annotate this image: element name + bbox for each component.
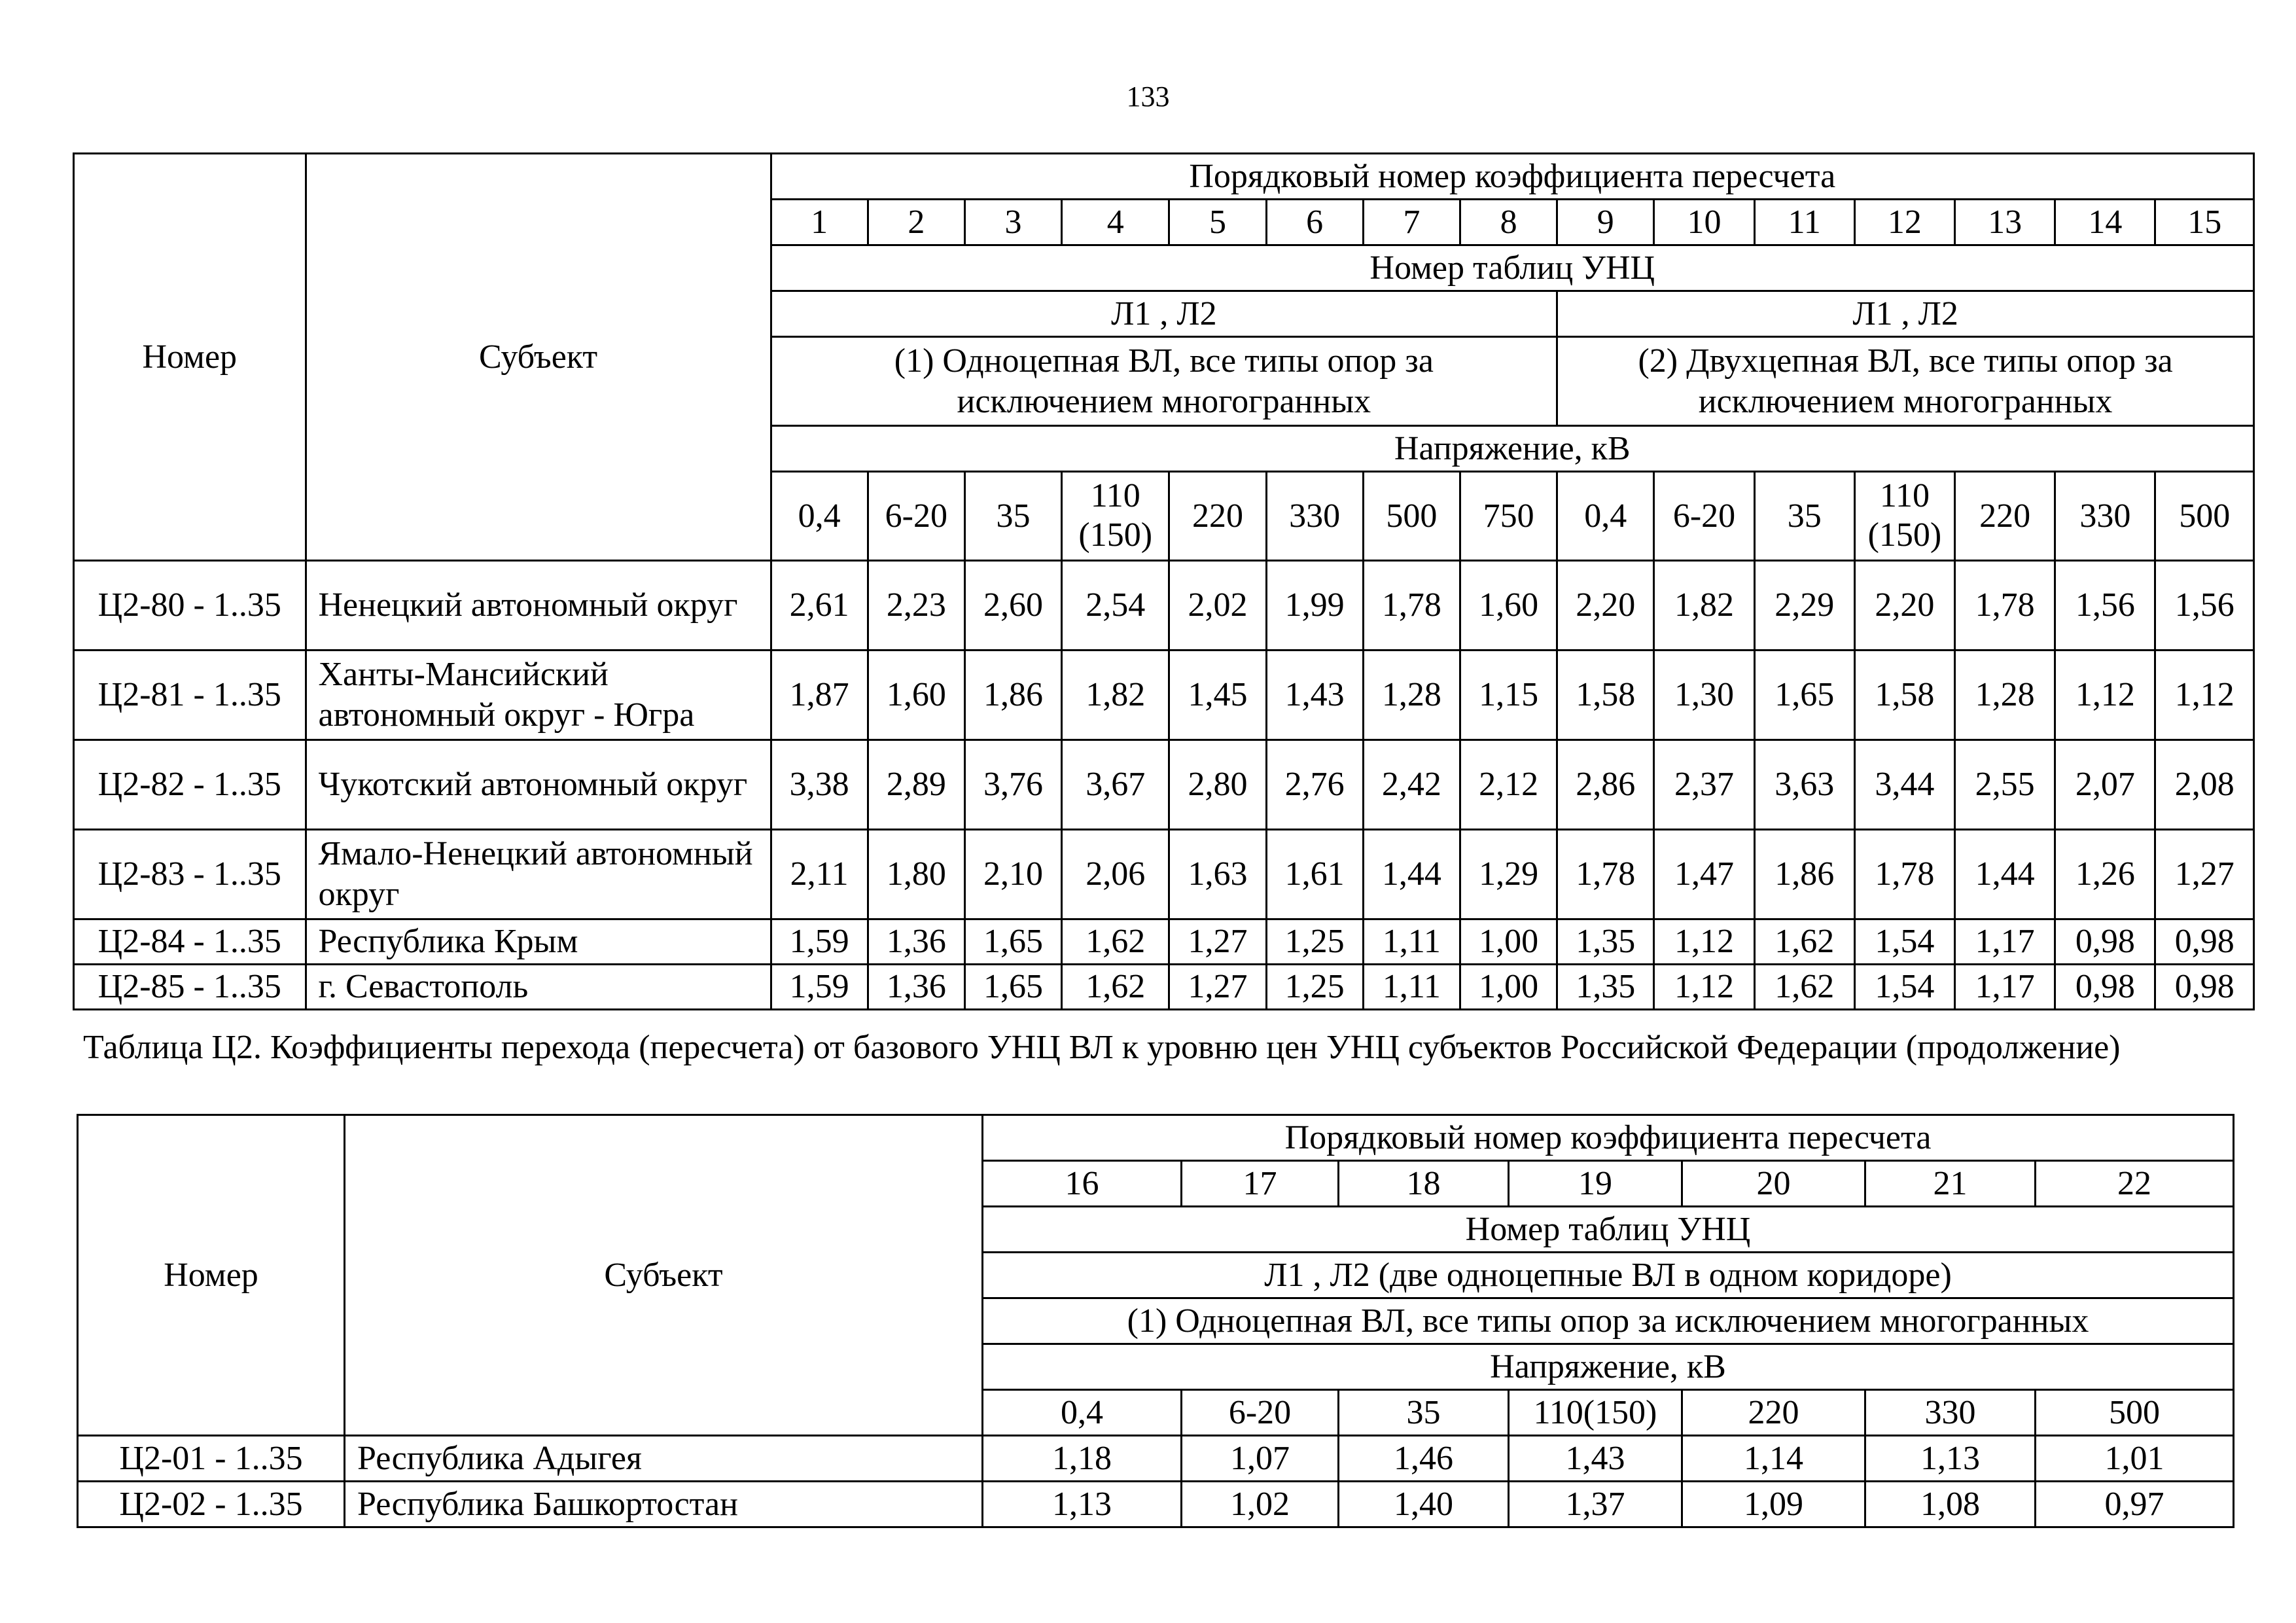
voltage-line-1: 0,4 [798,497,841,535]
coefficient-value-cell: 2,11 [771,830,868,919]
coefficients-table-2 [77,1114,2234,1528]
voltage-cell [1169,472,1266,561]
right-group-tables: Л1 , Л2 [1557,291,2254,337]
voltage-label [798,497,841,536]
coefficient-number-cell: 11 [1754,200,1854,245]
coefficient-value-cell: 1,65 [964,965,1061,1010]
coefficient-value-cell: 1,27 [1169,919,1266,965]
coefficient-number-cell: 9 [1557,200,1654,245]
coefficient-number-cell: 21 [1865,1161,2036,1207]
coefficient-value-cell: 1,87 [771,651,868,740]
coefficient-value-cell: 2,20 [1557,561,1654,651]
coefficient-value-cell: 3,38 [771,740,868,830]
voltage-label [885,497,947,536]
voltage-label [1289,497,1340,536]
coefficient-value-cell: 1,56 [2055,561,2155,651]
coefficient-value-cell: 1,82 [1654,561,1754,651]
coefficient-value-cell: 1,29 [1460,830,1557,919]
coefficient-value-cell: 1,13 [983,1482,1182,1527]
coefficient-value-cell: 1,27 [2155,830,2254,919]
coefficient-value-cell: 2,02 [1169,561,1266,651]
coefficient-value-cell: 1,02 [1182,1482,1339,1527]
voltage-line-1: 110 [1090,477,1140,514]
coefficient-value-cell: 2,29 [1754,561,1854,651]
coefficient-value-cell: 1,63 [1169,830,1266,919]
coefficient-value-cell: 1,35 [1557,919,1654,965]
coefficient-value-cell: 1,18 [983,1436,1182,1482]
voltage-line-1: 35 [996,497,1031,535]
voltage-cell [1854,472,1954,561]
voltage-label [1868,476,1942,555]
voltage-cell [1460,472,1557,561]
row-number-cell: Ц2-83 - 1..35 [74,830,306,919]
coefficient-number-cell: 4 [1062,200,1169,245]
voltage-line-1: 500 [2179,497,2231,535]
coefficient-value-cell: 1,15 [1460,651,1557,740]
coefficient-value-cell: 1,86 [1754,830,1854,919]
coefficient-value-cell: 1,65 [1754,651,1854,740]
coefficient-value-cell: 2,08 [2155,740,2254,830]
coefficient-number-cell: 13 [1955,200,2055,245]
voltage-cell: 500 [2036,1390,2234,1436]
table-caption: Таблица Ц2. Коэффициенты перехода (пересчета) от базового УНЦ ВЛ к уровню цен УНЦ субъектов Российской Федерации (продолжение) [83,1029,2121,1066]
coefficient-value-cell: 1,09 [1682,1482,1865,1527]
voltage-line-1: 220 [1979,497,2031,535]
voltage-label [1483,497,1534,536]
coefficient-number-cell: 8 [1460,200,1557,245]
coefficient-value-cell: 1,78 [1363,561,1460,651]
coefficient-value-cell: 1,28 [1363,651,1460,740]
coefficient-number-title: Порядковый номер коэффициента пересчета [771,154,2253,200]
coefficient-number-cell: 14 [2055,200,2155,245]
coefficient-value-cell: 1,62 [1062,919,1169,965]
row-number-cell: Ц2-01 - 1..35 [78,1436,345,1482]
row-subject-cell: Ямало-Ненецкий автономный округ [306,830,771,919]
coefficient-value-cell: 1,00 [1460,919,1557,965]
row-number-cell: Ц2-82 - 1..35 [74,740,306,830]
table-row [74,965,2254,1010]
coefficient-value-cell: 1,65 [964,919,1061,965]
coefficient-value-cell: 1,07 [1182,1436,1339,1482]
coefficient-value-cell: 2,20 [1854,561,1954,651]
coefficient-value-cell: 1,86 [964,651,1061,740]
coefficient-value-cell: 1,13 [1865,1436,2036,1482]
row-subject-cell: Республика Башкортостан [345,1482,983,1527]
coefficient-value-cell: 1,62 [1754,965,1854,1010]
coefficient-value-cell: 1,78 [1955,561,2055,651]
voltage-label [1386,497,1437,536]
left-group-description: (1) Одноцепная ВЛ, все типы опор за исключением многогранных [771,337,1557,426]
voltage-line-1: 330 [2079,497,2131,535]
coefficient-value-cell: 1,58 [1557,651,1654,740]
coefficient-number-cell: 20 [1682,1161,1865,1207]
voltage-cell [868,472,964,561]
subject-column-header: Субъект [306,154,771,561]
voltage-line-1: 35 [1787,497,1822,535]
coefficient-value-cell: 2,89 [868,740,964,830]
coefficient-value-cell: 1,14 [1682,1436,1865,1482]
coefficient-number-title: Порядковый номер коэффициента пересчета [983,1115,2234,1161]
coefficient-number-cell: 10 [1654,200,1754,245]
table-1-body [74,561,2254,1010]
coefficient-value-cell: 2,12 [1460,740,1557,830]
voltage-line-1: 6-20 [885,497,947,535]
voltage-line-2: (150) [1867,516,1942,554]
coefficient-value-cell: 1,60 [868,651,964,740]
coefficient-number-cell: 12 [1854,200,1954,245]
row-subject-cell: Чукотский автономный округ [306,740,771,830]
coefficient-value-cell: 1,17 [1955,919,2055,965]
coefficient-value-cell: 2,86 [1557,740,1654,830]
coefficient-value-cell: 2,55 [1955,740,2055,830]
coefficient-value-cell: 1,44 [1955,830,2055,919]
row-number-cell: Ц2-02 - 1..35 [78,1482,345,1527]
coefficient-value-cell: 1,36 [868,919,964,965]
coefficient-value-cell: 1,62 [1754,919,1854,965]
voltage-cell [2055,472,2155,561]
coefficient-value-cell: 2,61 [771,561,868,651]
voltage-label [997,497,1031,536]
row-subject-cell: Республика Крым [306,919,771,965]
voltage-line-1: 0,4 [1584,497,1627,535]
coefficient-value-cell: 3,67 [1062,740,1169,830]
voltage-cell [964,472,1061,561]
number-column-header: Номер [78,1115,345,1436]
coefficient-value-cell: 3,76 [964,740,1061,830]
table-2-header [78,1115,2234,1436]
coefficient-value-cell: 1,40 [1339,1482,1509,1527]
voltage-cell: 110(150) [1509,1390,1682,1436]
coefficient-value-cell: 3,44 [1854,740,1954,830]
voltage-cell [1266,472,1363,561]
coefficient-value-cell: 0,98 [2155,965,2254,1010]
coefficient-value-cell: 1,12 [2055,651,2155,740]
coefficient-value-cell: 1,35 [1557,965,1654,1010]
coefficient-value-cell: 1,25 [1266,919,1363,965]
voltage-cell [1654,472,1754,561]
coefficient-value-cell: 2,42 [1363,740,1460,830]
coefficient-number-cell: 2 [868,200,964,245]
table-row [74,830,2254,919]
coefficient-value-cell: 2,80 [1169,740,1266,830]
coefficient-value-cell: 1,45 [1169,651,1266,740]
row-subject-cell: г. Севастополь [306,965,771,1010]
coefficient-value-cell: 2,07 [2055,740,2155,830]
coefficient-value-cell: 1,44 [1363,830,1460,919]
coefficient-value-cell: 1,54 [1854,919,1954,965]
voltage-cell [1062,472,1169,561]
coefficient-number-cell: 16 [983,1161,1182,1207]
voltage-cell [1754,472,1854,561]
voltage-cell: 6-20 [1182,1390,1339,1436]
voltage-label [2179,497,2230,536]
voltage-line-1: 110 [1879,477,1930,514]
coefficient-value-cell: 1,80 [868,830,964,919]
coefficient-value-cell: 0,97 [2036,1482,2234,1527]
coefficient-value-cell: 1,59 [771,965,868,1010]
coefficient-value-cell: 1,27 [1169,965,1266,1010]
coefficient-value-cell: 1,12 [1654,919,1754,965]
row-subject-cell: Ненецкий автономный округ [306,561,771,651]
coefficient-value-cell: 1,59 [771,919,868,965]
coefficient-value-cell: 2,23 [868,561,964,651]
coefficient-value-cell: 1,25 [1266,965,1363,1010]
coefficient-value-cell: 1,28 [1955,651,2055,740]
tables-description: Л1 , Л2 (две одноцепные ВЛ в одном коридоре) [983,1253,2234,1298]
voltage-cell [2155,472,2254,561]
table-1-header [74,154,2254,561]
voltage-cell: 330 [1865,1390,2036,1436]
voltage-title: Напряжение, кВ [983,1344,2234,1390]
coefficient-value-cell: 0,98 [2055,965,2155,1010]
coefficient-value-cell: 1,78 [1854,830,1954,919]
coefficient-value-cell: 1,78 [1557,830,1654,919]
coefficient-number-cell: 6 [1266,200,1363,245]
coefficient-value-cell: 1,62 [1062,965,1169,1010]
voltage-line-1: 6-20 [1672,497,1736,535]
coefficient-value-cell: 1,36 [868,965,964,1010]
voltage-line-1: 750 [1483,497,1534,535]
voltage-line-2: (150) [1078,516,1153,554]
table-row [74,651,2254,740]
voltage-cell [771,472,868,561]
coefficient-value-cell: 1,46 [1339,1436,1509,1482]
left-group-tables: Л1 , Л2 [771,291,1557,337]
coefficient-value-cell: 1,12 [2155,651,2254,740]
coefficient-value-cell: 1,60 [1460,561,1557,651]
coefficient-value-cell: 1,43 [1509,1436,1682,1482]
table-row [74,919,2254,965]
subject-column-header: Субъект [345,1115,983,1436]
row-number-cell: Ц2-85 - 1..35 [74,965,306,1010]
row-subject-cell: Республика Адыгея [345,1436,983,1482]
voltage-label [2079,497,2130,536]
coefficients-table-1 [73,152,2255,1010]
coefficient-value-cell: 2,06 [1062,830,1169,919]
coefficient-value-cell: 1,58 [1854,651,1954,740]
coefficient-value-cell: 1,99 [1266,561,1363,651]
coefficient-value-cell: 1,82 [1062,651,1169,740]
unc-tables-title: Номер таблиц УНЦ [771,245,2253,291]
coefficient-number-cell: 18 [1339,1161,1509,1207]
table-2-body [78,1436,2234,1527]
page-number: 133 [1126,80,1170,113]
coefficient-value-cell: 0,98 [2155,919,2254,965]
coefficient-number-cell: 3 [964,200,1061,245]
table-row [78,1436,2234,1482]
coefficient-number-cell: 15 [2155,200,2254,245]
voltage-label [1673,497,1735,536]
coefficient-value-cell: 0,98 [2055,919,2155,965]
coefficient-value-cell: 2,10 [964,830,1061,919]
coefficient-value-cell: 1,08 [1865,1482,2036,1527]
coefficient-value-cell: 2,54 [1062,561,1169,651]
right-group-description: (2) Двухцепная ВЛ, все типы опор за исключением многогранных [1557,337,2254,426]
voltage-label [1078,476,1152,555]
coefficient-number-cell: 5 [1169,200,1266,245]
voltage-line-1: 330 [1289,497,1341,535]
voltage-line-1: 500 [1386,497,1438,535]
coefficient-value-cell: 3,63 [1754,740,1854,830]
unc-tables-title: Номер таблиц УНЦ [983,1207,2234,1253]
voltage-cell [1363,472,1460,561]
voltage-cell [1955,472,2055,561]
row-number-cell: Ц2-84 - 1..35 [74,919,306,965]
coefficient-number-cell: 19 [1509,1161,1682,1207]
coefficient-value-cell: 1,11 [1363,919,1460,965]
coefficient-value-cell: 1,30 [1654,651,1754,740]
coefficient-value-cell: 1,00 [1460,965,1557,1010]
coefficient-value-cell: 1,54 [1854,965,1954,1010]
coefficient-value-cell: 1,37 [1509,1482,1682,1527]
voltage-cell: 35 [1339,1390,1509,1436]
coefficient-value-cell: 1,12 [1654,965,1754,1010]
coefficient-value-cell: 2,60 [964,561,1061,651]
coefficient-value-cell: 1,47 [1654,830,1754,919]
voltage-cell [1557,472,1654,561]
voltage-label [1788,497,1822,536]
table-row [74,740,2254,830]
line-description: (1) Одноцепная ВЛ, все типы опор за исключением многогранных [983,1298,2234,1344]
row-number-cell: Ц2-81 - 1..35 [74,651,306,740]
voltage-cell: 220 [1682,1390,1865,1436]
voltage-label [1979,497,2030,536]
row-subject-cell: Ханты-Мансийский автономный округ - Югра [306,651,771,740]
voltage-cell: 0,4 [983,1390,1182,1436]
coefficient-value-cell: 1,17 [1955,965,2055,1010]
coefficient-value-cell: 2,76 [1266,740,1363,830]
row-number-cell: Ц2-80 - 1..35 [74,561,306,651]
table-row [78,1482,2234,1527]
voltage-label [1192,497,1243,536]
coefficient-value-cell: 1,61 [1266,830,1363,919]
coefficient-number-cell: 22 [2036,1161,2234,1207]
coefficient-number-cell: 1 [771,200,868,245]
coefficient-number-cell: 17 [1182,1161,1339,1207]
table-row [74,561,2254,651]
coefficient-value-cell: 2,37 [1654,740,1754,830]
coefficient-value-cell: 1,11 [1363,965,1460,1010]
number-column-header: Номер [74,154,306,561]
coefficient-value-cell: 1,56 [2155,561,2254,651]
voltage-label [1584,497,1627,536]
coefficient-number-cell: 7 [1363,200,1460,245]
voltage-title: Напряжение, кВ [771,426,2253,472]
coefficient-value-cell: 1,01 [2036,1436,2234,1482]
coefficient-value-cell: 1,26 [2055,830,2155,919]
voltage-line-1: 220 [1192,497,1243,535]
coefficient-value-cell: 1,43 [1266,651,1363,740]
